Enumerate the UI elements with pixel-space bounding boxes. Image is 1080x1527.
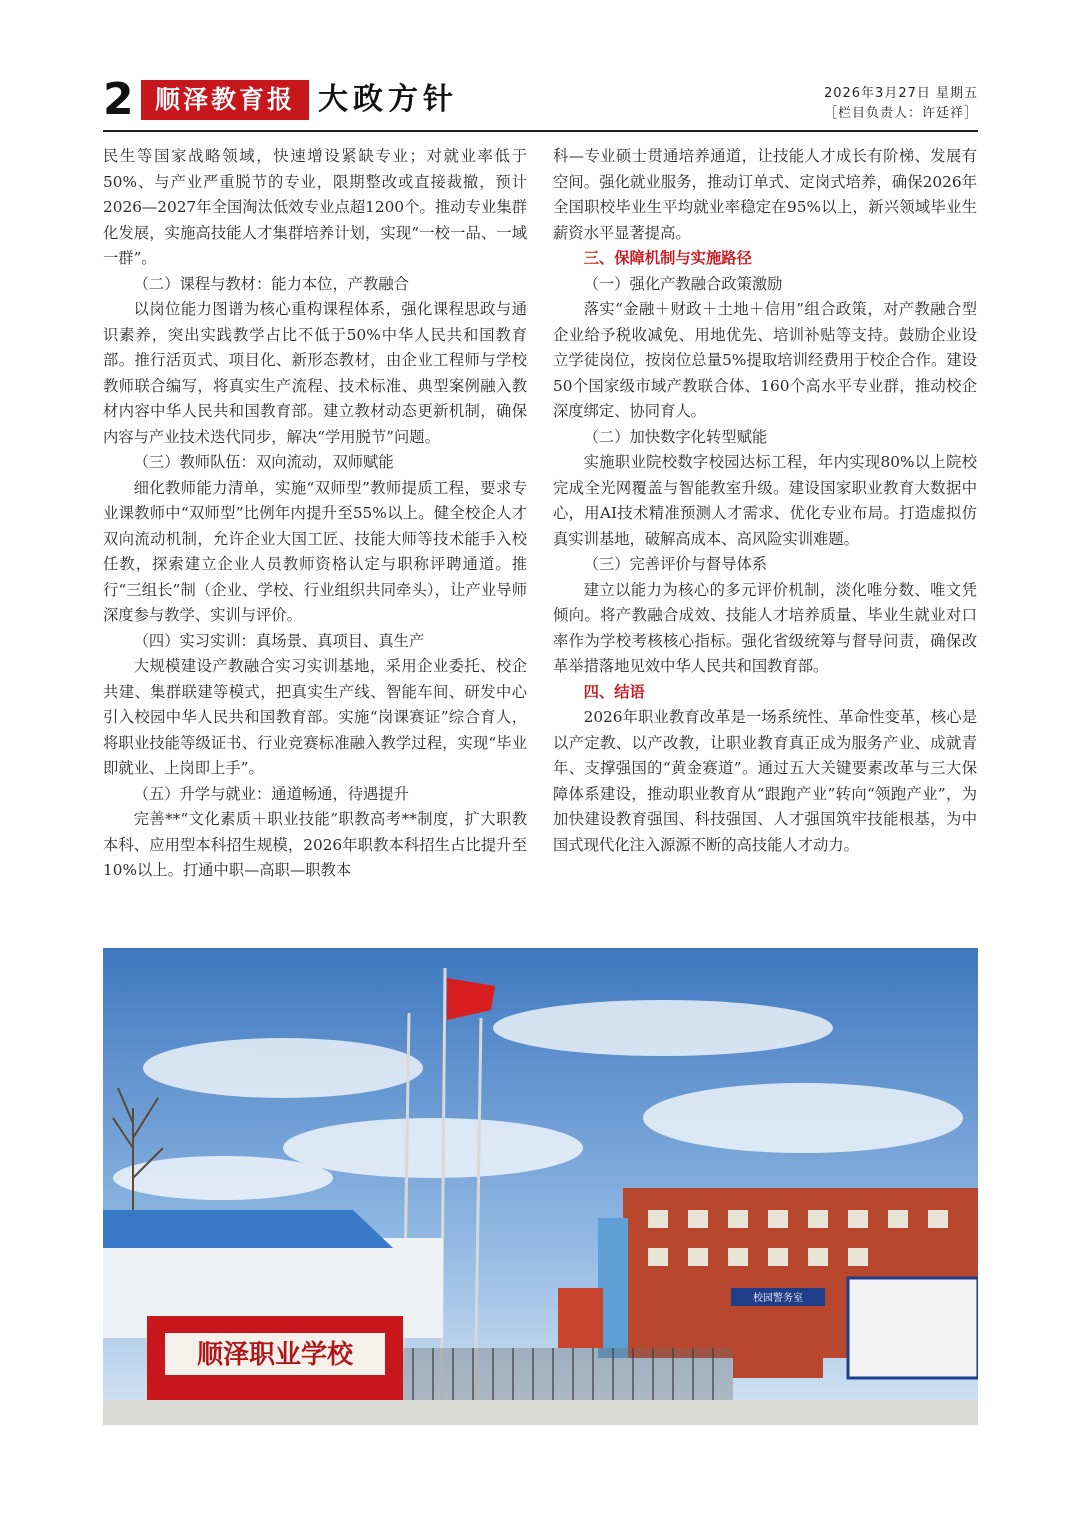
lobby xyxy=(848,1278,978,1378)
section-heading: 四、结语 xyxy=(583,682,645,701)
paragraph: 以岗位能力图谱为核心重构课程体系，强化课程思政与通识素养，突出实践教学占比不低于50%中华人民共和国教育部。推行活页式、项目化、新形态教材，由企业工程师与学校教师联合编写，将真实生产流程、技术标准、典型案例融入教材内容中华人民共和国教育部。建立教材动态更新机制，确保内容与产业技术迭代同步，解决“学用脱节”问题。 xyxy=(103,300,527,446)
subheading: （四）实习实训：真场景、真项目、真生产 xyxy=(133,631,425,650)
paragraph: 大规模建设产教融合实习实训基地，采用企业委托、校企共建、集群联建等模式，把真实生产线、智能车间、研发中心引入校园中华人民共和国教育部。实施“岗课赛证”综合育人，将职业技能等级证书、行业竞赛标准融入教学过程，实现“毕业即就业、上岗即上手”。 xyxy=(103,657,527,777)
column-editor: ［栏目负责人：许廷祥］ xyxy=(823,106,978,121)
paragraph: 落实“金融＋财政＋土地＋信用”组合政策，对产教融合型企业给予税收减免、用地优先、培训补贴等支持。鼓励企业设立学徒岗位，按岗位总量5%提取培训经费用于校企合作。建设50个国家级市域产教联合体、160个高水平专业群，推动校企深度绑定、协同育人。 xyxy=(553,300,977,420)
section-heading: 三、保障机制与实施路径 xyxy=(583,249,752,267)
school-name-text: 顺泽职业学校 xyxy=(196,1340,354,1370)
subheading: （三）教师队伍：双向流动，双师赋能 xyxy=(133,453,394,471)
ground xyxy=(103,1400,978,1425)
masthead xyxy=(103,74,978,130)
side-building xyxy=(558,1288,603,1348)
school-gate-photo xyxy=(103,948,978,1425)
subheading: （三）完善评价与督导体系 xyxy=(583,555,768,573)
blue-roof xyxy=(103,1210,393,1248)
school-gate-illustration xyxy=(103,948,978,1425)
paragraph: 细化教师能力清单，实施“双师型”教师提质工程，要求专业课教师中“双师型”比例年内提升至55%以上。健全校企人才双向流动机制，允许企业大国工匠、技能大师等技术能手入校任教，探索建立企业人员教师资格认定与职称评聘通道。推行“三组长”制（企业、学校、行业组织共同牵头），让产业导师深度参与教学、实训与评价。 xyxy=(103,478,527,624)
guard-sign-text: 校园警务室 xyxy=(753,1293,803,1304)
right-column xyxy=(553,144,977,858)
header-rule xyxy=(103,130,978,132)
paragraph: 科—专业硕士贯通培养通道，让技能人才成长有阶梯、发展有空间。强化就业服务，推动订单式、定岗式培养，确保2026年全国职校毕业生平均就业率稳定在95%以上，新兴领域毕业生薪资水平显著提高。 xyxy=(553,147,977,242)
paragraph: 建立以能力为核心的多元评价机制，淡化唯分数、唯文凭倾向。将产教融合成效、技能人才培养质量、毕业生就业对口率作为学校考核核心指标。强化省级统筹与督导问责，确保改革举措落地见效中华人民共和国教育部。 xyxy=(553,580,977,675)
issue-date: 2026年3月27日 星期五 xyxy=(823,86,978,101)
left-column xyxy=(103,144,527,884)
paragraph: 完善**“文化素质＋职业技能”职教高考**制度，扩大职教本科、应用型本科招生规模，2026年职教本科招生占比提升至10%以上。打通中职—高职—职教本 xyxy=(103,810,527,879)
paragraph: 2026年职业教育改革是一场系统性、革命性变革，核心是以产定教、以产改教，让职业教育真正成为服务产业、成就青年、支撑强国的“黄金赛道”。通过五大关键要素改革与三大保障体系建设，推动职业教育从“跟跑产业”转向“领跑产业”，为加快建设教育强国、科技强国、人才强国筑牢技能根基，为中国式现代化注入源源不断的高技能人才动力。 xyxy=(553,708,977,854)
paragraph: 民生等国家战略领域，快速增设紧缺专业；对就业率低于50%、与产业严重脱节的专业，限期整改或直接裁撤，预计2026—2027年全国淘汰低效专业点超1200个。推动专业集群化发展，实施高技能人才集群培养计划，实现“一校一品、一域一群”。 xyxy=(103,147,527,267)
newspaper-name: 顺泽教育报 xyxy=(141,80,309,120)
section-title: 大政方针 xyxy=(318,82,458,117)
subheading: （五）升学与就业：通道畅通，待遇提升 xyxy=(133,784,409,803)
subheading: （二）加快数字化转型赋能 xyxy=(583,427,768,446)
page-number: 2 xyxy=(103,74,134,125)
subheading: （一）强化产教融合政策激励 xyxy=(583,274,783,293)
paragraph: 实施职业院校数字校园达标工程，年内实现80%以上院校完成全光网覆盖与智能教室升级。建设国家职业教育大数据中心，用AI技术精准预测人才需求、优化专业布局。打造虚拟仿真实训基地，破解高成本、高风险实训难题。 xyxy=(553,453,977,548)
lobby-sign-text: 警务室 xyxy=(868,1245,918,1264)
subheading: （二）课程与教材：能力本位，产教融合 xyxy=(133,274,409,293)
